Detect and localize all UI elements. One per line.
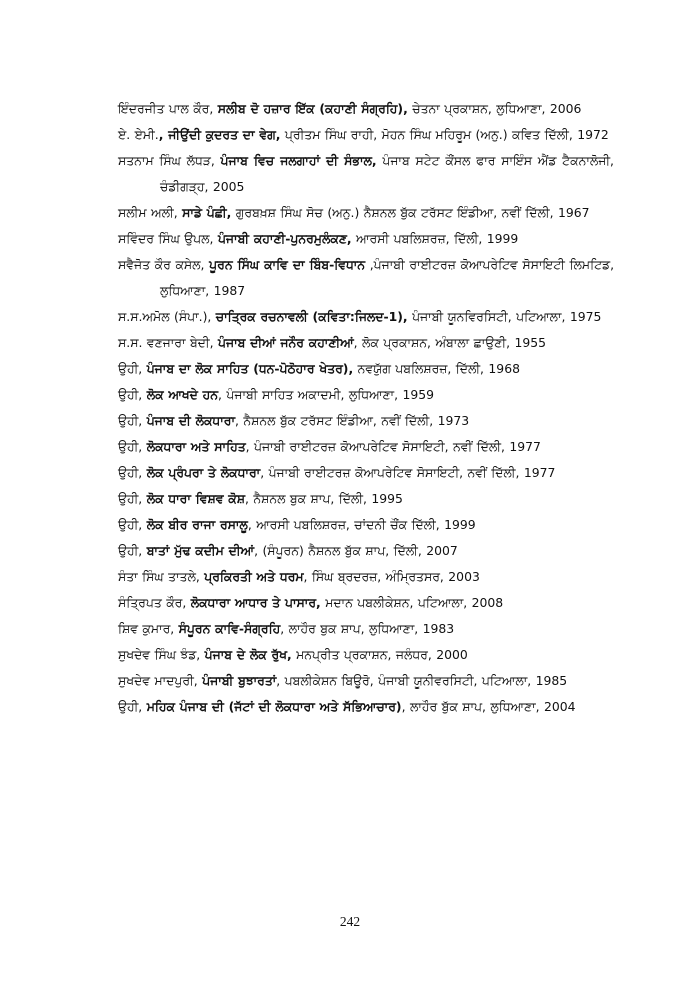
bibliography-entry	[118, 460, 614, 486]
entry-publication: , ਪੰਜਾਬੀ ਰਾਈਟਰਜ਼ ਕੋਆਪਰੇਟਿਵ ਸੋਸਾਇਟੀ, ਨਵੀਂ ਦਿੱਲੀ, 1977	[260, 465, 556, 480]
bibliography-entry	[118, 330, 614, 356]
entry-title: ਚਾਤ੍ਰਿਕ ਰਚਨਾਵਲੀ (ਕਵਿਤਾ:ਜਿਲਦ-1),	[215, 309, 408, 324]
entry-publication: , ਲੋਕ ਪ੍ਰਕਾਸ਼ਨ, ਅੰਬਾਲਾ ਛਾਉਣੀ, 1955	[353, 335, 546, 350]
entry-title: ਮਹਿਕ ਪੰਜਾਬ ਦੀ (ਜੱਟਾਂ ਦੀ ਲੋਕਧਾਰਾ ਅਤੇ ਸੱਭਿਆਚਾਰ)	[146, 699, 402, 714]
entry-publication: , ਪੰਜਾਬੀ ਸਾਹਿਤ ਅਕਾਦਮੀ, ਲੁਧਿਆਣਾ, 1959	[218, 387, 434, 402]
bibliography-entry	[118, 122, 614, 148]
entry-author: ਸੁਖਦੇਵ ਸਿੰਘ ਝੰਡ,	[118, 647, 205, 662]
bibliography-entry	[118, 356, 614, 382]
entry-author: ਏ. ਏਮੀ.	[118, 127, 159, 142]
entry-author: ਉਹੀ,	[118, 387, 147, 402]
entry-publication: ਮਦਾਨ ਪਬਲੀਕੇਸ਼ਨ, ਪਟਿਆਲਾ, 2008	[320, 595, 504, 610]
bibliography-entry	[118, 382, 614, 408]
bibliography-list	[118, 96, 614, 720]
entry-author: ਉਹੀ,	[118, 439, 147, 454]
entry-title: , ਜੀਉਂਦੀ ਕੁਦਰਤ ਦਾ ਵੇਗ,	[158, 127, 281, 142]
entry-title: ਲੋਕ ਧਾਰਾ ਵਿਸ਼ਵ ਕੋਸ਼	[146, 491, 245, 506]
entry-title: ਪੰਜਾਬ ਦੇ ਲੋਕ ਰੁੱਖ,	[204, 647, 292, 662]
entry-title: ਪੰਜਾਬ ਦੀ ਲੋਕਧਾਰਾ	[146, 413, 236, 428]
entry-publication: , ਆਰਸੀ ਪਬਲਿਸ਼ਰਜ਼, ਚਾਂਦਨੀ ਚੌਂਕ ਦਿੱਲੀ, 1999	[247, 517, 476, 532]
bibliography-entry	[118, 304, 614, 330]
entry-publication: , ਲਾਹੌਰ ਬੁੱਕ ਸ਼ਾਪ, ਲੁਧਿਆਣਾ, 2004	[401, 699, 576, 714]
entry-author: ਸਵੈਜੋਤ ਕੌਰ ਕਸੇਲ,	[118, 257, 210, 272]
entry-publication: , ਨੈਸ਼ਨਲ ਬੁੱਕ ਟਰੱਸਟ ਇੰਡੀਆ, ਨਵੀਂ ਦਿੱਲੀ, 1973	[235, 413, 470, 428]
bibliography-entry	[118, 486, 614, 512]
entry-author: ਉਹੀ,	[118, 699, 147, 714]
entry-author: ਸ.ਸ.ਅਮੋਲ (ਸੰਪਾ.),	[118, 309, 216, 324]
bibliography-entry	[118, 616, 614, 642]
entry-title: ਪੰਜਾਬ ਦਾ ਲੋਕ ਸਾਹਿਤ (ਧਨ-ਪੋਠੋਹਾਰ ਖੇਤਰ),	[146, 361, 354, 376]
bibliography-entry	[118, 148, 614, 200]
bibliography-entry	[118, 642, 614, 668]
bibliography-entry	[118, 252, 614, 304]
entry-author: ਉਹੀ,	[118, 543, 147, 558]
entry-publication: , ਲਾਹੌਰ ਬੁਕ ਸ਼ਾਪ, ਲੁਧਿਆਣਾ, 1983	[280, 621, 455, 636]
entry-title: ਲੋਕਧਾਰਾ ਆਧਾਰ ਤੇ ਪਾਸਾਰ,	[190, 595, 321, 610]
entry-publication: , ਪਬਲੀਕੇਸ਼ਨ ਬਿਊਰੋ, ਪੰਜਾਬੀ ਯੂਨੀਵਰਸਿਟੀ, ਪਟਿਆਲਾ, 1985	[276, 673, 568, 688]
bibliography-entry	[118, 538, 614, 564]
entry-title: ਸਲੀਬ ਦੋ ਹਜ਼ਾਰ ਇੱਕ (ਕਹਾਣੀ ਸੰਗ੍ਰਹਿ),	[217, 101, 408, 116]
entry-publication: ਪੰਜਾਬ ਸਟੇਟ ਕੌਂਸਲ ਫਾਰ ਸਾਇੰਸ ਐਂਡ ਟੈਕਨਾਲੋਜੀ, ਚੰਡੀਗੜ੍ਹ, 2005	[160, 153, 614, 194]
bibliography-entry	[118, 694, 614, 720]
bibliography-entry	[118, 96, 614, 122]
entry-author: ਉਹੀ,	[118, 361, 147, 376]
entry-publication: ਪੰਜਾਬੀ ਯੂਨਵਿਰਸਿਟੀ, ਪਟਿਆਲਾ, 1975	[407, 309, 602, 324]
entry-publication: , (ਸੰਪੂਰਨ) ਨੈਸ਼ਨਲ ਬੁੱਕ ਸ਼ਾਪ, ਦਿੱਲੀ, 2007	[254, 543, 458, 558]
entry-title: ਲੋਕ ਆਖਦੇ ਹਨ	[146, 387, 219, 402]
entry-publication: ਚੇਤਨਾ ਪ੍ਰਕਾਸ਼ਨ, ਲੁਧਿਆਣਾ, 2006	[407, 101, 582, 116]
entry-title: ਸਾਡੇ ਪੰਛੀ,	[182, 205, 232, 220]
entry-title: ਪੰਜਾਬੀ ਕਹਾਣੀ-ਪੁਨਰਮੁਲੰਕਣ,	[217, 231, 352, 246]
entry-author: ਉਹੀ,	[118, 465, 147, 480]
entry-author: ਸੰਤਾ ਸਿੰਘ ਤਾਤਲੇ,	[118, 569, 205, 584]
entry-author: ਸ਼ਿਵ ਕੁਮਾਰ,	[118, 621, 179, 636]
entry-title: ਪੰਜਾਬ ਵਿਚ ਜਲਗਾਹਾਂ ਦੀ ਸੰਭਾਲ,	[220, 153, 377, 168]
entry-publication: ਗੁਰਬਖ਼ਸ਼ ਸਿੰਘ ਸੋਚ (ਅਨੁ.) ਨੈਸ਼ਨਲ ਬੁੱਕ ਟਰੱਸਟ ਇੰਡੀਆ, ਨਵੀਂ ਦਿੱਲੀ, 1967	[231, 205, 590, 220]
bibliography-entry	[118, 408, 614, 434]
entry-title: ਪੰਜਾਬੀ ਬੁਝਾਰਤਾਂ	[202, 673, 277, 688]
entry-author: ਸ.ਸ. ਵਣਜਾਰਾ ਬੇਦੀ,	[118, 335, 218, 350]
entry-title: ਪੂਰਨ ਸਿੰਘ ਕਾਵਿ ਦਾ ਬਿੰਬ-ਵਿਧਾਨ	[209, 257, 366, 272]
entry-author: ਸਤਨਾਮ ਸਿੰਘ ਲੱਧੜ,	[118, 153, 221, 168]
entry-publication: ਮਨਪ੍ਰੀਤ ਪ੍ਰਕਾਸ਼ਨ, ਜਲੰਧਰ, 2000	[291, 647, 468, 662]
entry-title: ਲੋਕਧਾਰਾ ਅਤੇ ਸਾਹਿਤ	[146, 439, 246, 454]
entry-publication: , ਪੰਜਾਬੀ ਰਾਈਟਰਜ਼ ਕੋਆਪਰੇਟਿਵ ਸੋਸਾਇਟੀ, ਨਵੀਂ ਦਿੱਲੀ, 1977	[245, 439, 541, 454]
entry-author: ਸਲੀਮ ਅਲੀ,	[118, 205, 183, 220]
entry-author: ਉਹੀ,	[118, 517, 147, 532]
entry-author: ਉਹੀ,	[118, 491, 147, 506]
entry-publication: ਨਵਯੁੱਗ ਪਬਲਿਸ਼ਰਜ਼, ਦਿੱਲੀ, 1968	[353, 361, 520, 376]
bibliography-entry	[118, 564, 614, 590]
bibliography-entry	[118, 590, 614, 616]
entry-title: ਬਾਤਾਂ ਮੁੱਢ ਕਦੀਮ ਦੀਆਂ	[146, 543, 255, 558]
bibliography-entry	[118, 434, 614, 460]
entry-author: ਸੁਖਦੇਵ ਮਾਦਪੁਰੀ,	[118, 673, 203, 688]
bibliography-entry	[118, 226, 614, 252]
entry-publication: ਪ੍ਰੀਤਮ ਸਿੰਘ ਰਾਹੀ, ਮੋਹਨ ਸਿੰਘ ਮਹਿਰੂਮ (ਅਨੁ.) ਕਵਿਤ ਦਿੱਲੀ, 1972	[280, 127, 609, 142]
bibliography-entry	[118, 512, 614, 538]
entry-title: ਸੰਪੂਰਨ ਕਾਵਿ-ਸੰਗ੍ਰਹਿ	[178, 621, 281, 636]
entry-publication: ,ਪੰਜਾਬੀ ਰਾਈਟਰਜ਼ ਕੋਆਪਰੇਟਿਵ ਸੋਸਾਇਟੀ ਲਿਮਟਿਡ, ਲੁਧਿਆਣਾ, 1987	[160, 257, 615, 298]
entry-publication: ਆਰਸੀ ਪਬਲਿਸ਼ਰਜ਼, ਦਿੱਲੀ, 1999	[351, 231, 519, 246]
entry-title: ਲੋਕ ਬੀਰ ਰਾਜਾ ਰਸਾਲੂ	[146, 517, 248, 532]
entry-title: ਪ੍ਰਕਿਰਤੀ ਅਤੇ ਧਰਮ	[204, 569, 304, 584]
entry-author: ਉਹੀ,	[118, 413, 147, 428]
entry-publication: , ਸਿੰਘ ਬ੍ਰਦਰਜ਼, ਅੰਮ੍ਰਿਤਸਰ, 2003	[303, 569, 480, 584]
entry-author: ਸੰਤ੍ਰਿਪਤ ਕੌਰ,	[118, 595, 191, 610]
bibliography-entry	[118, 200, 614, 226]
bibliography-entry	[118, 668, 614, 694]
entry-author: ਇੰਦਰਜੀਤ ਪਾਲ ਕੌਰ,	[118, 101, 218, 116]
entry-title: ਲੋਕ ਪ੍ਰੰਪਰਾ ਤੇ ਲੋਕਧਾਰਾ	[146, 465, 261, 480]
page-number: 242	[339, 914, 361, 929]
entry-title: ਪੰਜਾਬ ਦੀਆਂ ਜਨੌਰ ਕਹਾਣੀਆਂ	[217, 335, 354, 350]
entry-author: ਸਵਿੰਦਰ ਸਿੰਘ ਉਪਲ,	[118, 231, 218, 246]
entry-publication: , ਨੈਸ਼ਨਲ ਬੁਕ ਸ਼ਾਪ, ਦਿੱਲੀ, 1995	[245, 491, 403, 506]
